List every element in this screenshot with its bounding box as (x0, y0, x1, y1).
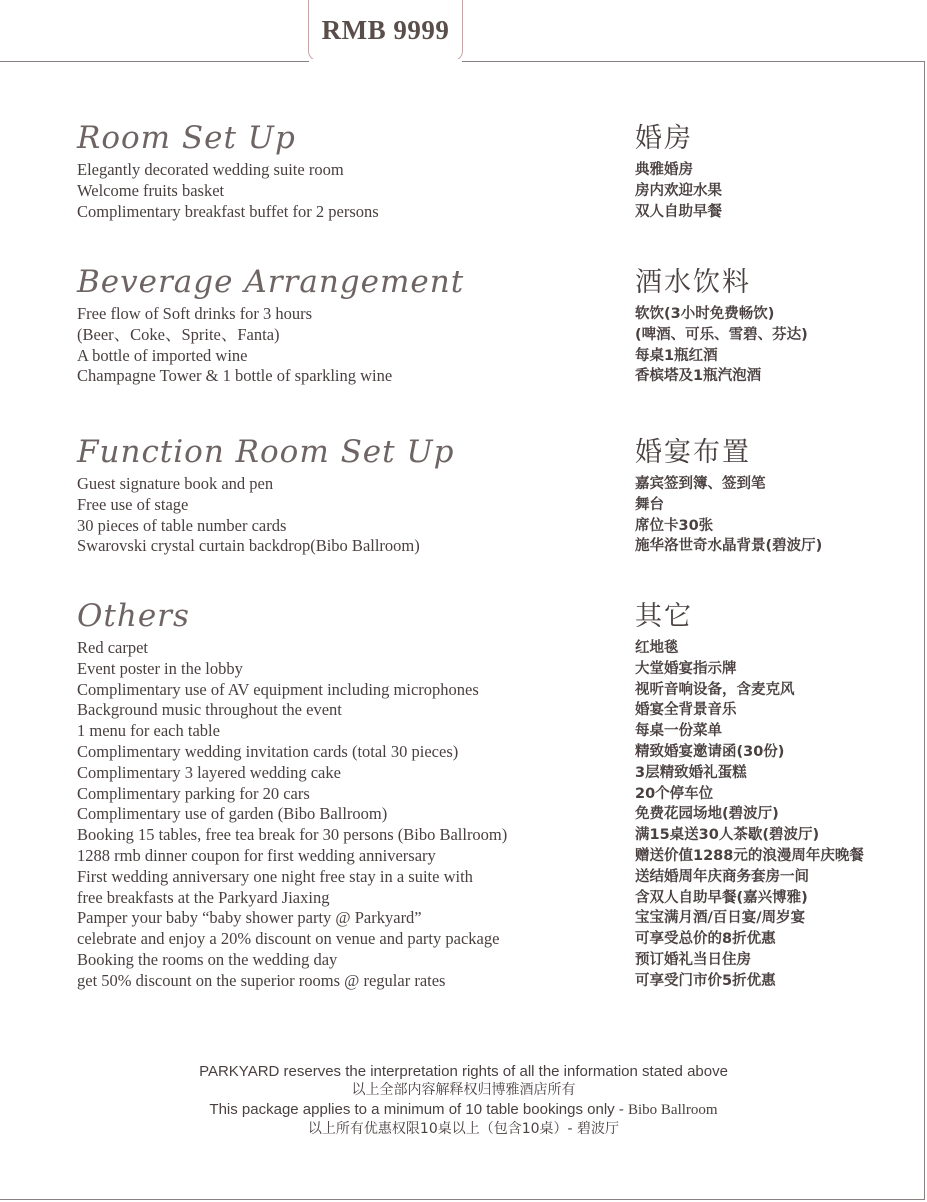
list-item: 香槟塔及1瓶汽泡酒 (635, 368, 762, 385)
footer-rights-cn: 以上全部内容解释权归博雅酒店所有 (351, 1082, 576, 1098)
list-item: 大堂婚宴指示牌 (635, 660, 737, 677)
list-item: 30 pieces of table number cards (77, 515, 287, 535)
items-en-list (77, 638, 507, 992)
list-item: Red carpet (77, 638, 149, 657)
list-item: 视听音响设备，含麦克风 (635, 681, 795, 698)
package-price: RMB 9999 (321, 14, 450, 45)
list-item: 精致婚宴邀请函(30份) (635, 743, 785, 760)
list-item: Champagne Tower & 1 bottle of sparkling wine (77, 366, 393, 386)
section-title-en: Function Room Set Up (77, 434, 455, 470)
list-item: Welcome fruits basket (77, 180, 225, 200)
list-item: free breakfasts at the Parkyard Jiaxing (77, 887, 330, 907)
list-item: Free flow of Soft drinks for 3 hours (77, 304, 313, 323)
price-tab (308, 0, 463, 61)
list-item: A bottle of imported wine (77, 345, 248, 365)
list-item: Complimentary use of garden (Bibo Ballroom) (77, 804, 388, 824)
list-item: 1 menu for each table (77, 721, 220, 741)
list-item: Complimentary wedding invitation cards (total 30 pieces) (77, 741, 459, 761)
footer-notes (0, 1062, 927, 1139)
list-item: Elegantly decorated wedding suite room (77, 160, 344, 179)
items-en-list (77, 304, 392, 387)
items-cn-list (635, 160, 722, 222)
list-item: get 50% discount on the superior rooms @ regular rates (77, 970, 446, 990)
list-item: Background music throughout the event (77, 700, 342, 720)
list-item: 含双人自助早餐(嘉兴博雅) (635, 889, 808, 906)
list-item: Complimentary breakfast buffet for 2 persons (77, 201, 379, 221)
list-item: 施华洛世奇水晶背景(碧波厅) (635, 538, 823, 555)
list-item: Booking the rooms on the wedding day (77, 949, 338, 969)
list-item: 20个停车位 (635, 785, 714, 802)
list-item: Event poster in the lobby (77, 658, 243, 678)
list-item: 舞台 (635, 496, 664, 513)
section-title-en: Others (77, 598, 190, 634)
list-item: Complimentary 3 layered wedding cake (77, 762, 341, 782)
list-item: 预订婚礼当日住房 (635, 951, 751, 968)
footer-venue-name: Bibo Ballroom (627, 1102, 718, 1118)
section-title-cn: 婚房 (635, 123, 693, 154)
list-item: 宝宝满月酒/百日宴/周岁宴 (635, 910, 806, 927)
list-item: Booking 15 tables, free tea break for 30 persons (Bibo Ballroom) (77, 825, 508, 845)
list-item: 可享受总价的8折优惠 (635, 931, 776, 948)
list-item: 满15桌送30人茶歇(碧波厅) (635, 827, 820, 844)
list-item: Pamper your baby “baby shower party @ Parkyard” (77, 908, 422, 928)
list-item: 3层精致婚礼蛋糕 (635, 764, 747, 781)
section-title-cn: 婚宴布置 (635, 437, 751, 468)
section-title-en: Room Set Up (77, 120, 296, 156)
list-item: 免费花园场地(碧波厅) (635, 806, 779, 823)
footer-rights-en: PARKYARD reserves the interpretation rights of all the information stated above (199, 1063, 728, 1080)
list-item: First wedding anniversary one night free stay in a suite with (77, 866, 473, 886)
footer-minimum-cn: 以上所有优惠权限10桌以上（包含10桌）- 碧波厅 (307, 1121, 620, 1137)
list-item: 每桌1瓶红酒 (635, 347, 718, 364)
list-item: 席位卡30张 (635, 517, 714, 534)
list-item: Swarovski crystal curtain backdrop(Bibo Ballroom) (77, 536, 420, 556)
list-item: 软饮(3小时免费畅饮) (635, 306, 775, 322)
section-title-cn: 其它 (635, 601, 693, 632)
items-en-list (77, 160, 379, 222)
items-cn-list (635, 474, 822, 557)
section-title-cn: 酒水饮料 (635, 267, 751, 298)
list-item: (Beer、Coke、Sprite、Fanta) (77, 324, 280, 344)
list-item: 双人自助早餐 (635, 203, 722, 220)
list-item: 婚宴全背景音乐 (635, 702, 737, 719)
list-item: 可享受门市价5折优惠 (635, 972, 776, 989)
list-item: celebrate and enjoy a 20% discount on venue and party package (77, 929, 500, 949)
list-item: 红地毯 (635, 640, 679, 656)
list-item: Complimentary parking for 20 cars (77, 783, 310, 803)
list-item: 1288 rmb dinner coupon for first wedding anniversary (77, 845, 436, 865)
items-cn-list (635, 304, 808, 387)
section-title-en: Beverage Arrangement (77, 264, 465, 300)
list-item: 房内欢迎水果 (635, 182, 722, 199)
footer-minimum-text: This package applies to a minimum of 10 table bookings only - (209, 1101, 628, 1118)
list-item: Complimentary use of AV equipment including microphones (77, 679, 479, 699)
list-item: Free use of stage (77, 494, 189, 514)
items-cn-list (635, 638, 864, 992)
list-item: 每桌一份菜单 (635, 723, 722, 740)
list-item: Guest signature book and pen (77, 474, 274, 493)
list-item: 嘉宾签到簿、签到笔 (635, 476, 766, 492)
list-item: 赠送价值1288元的浪漫周年庆晚餐 (635, 847, 864, 864)
list-item: 典雅婚房 (635, 162, 693, 178)
list-item: (啤酒、可乐、雪碧、芬达) (635, 326, 808, 343)
footer-minimum-en (0, 1100, 927, 1120)
items-en-list (77, 474, 420, 557)
list-item: 送结婚周年庆商务套房一间 (635, 868, 809, 885)
